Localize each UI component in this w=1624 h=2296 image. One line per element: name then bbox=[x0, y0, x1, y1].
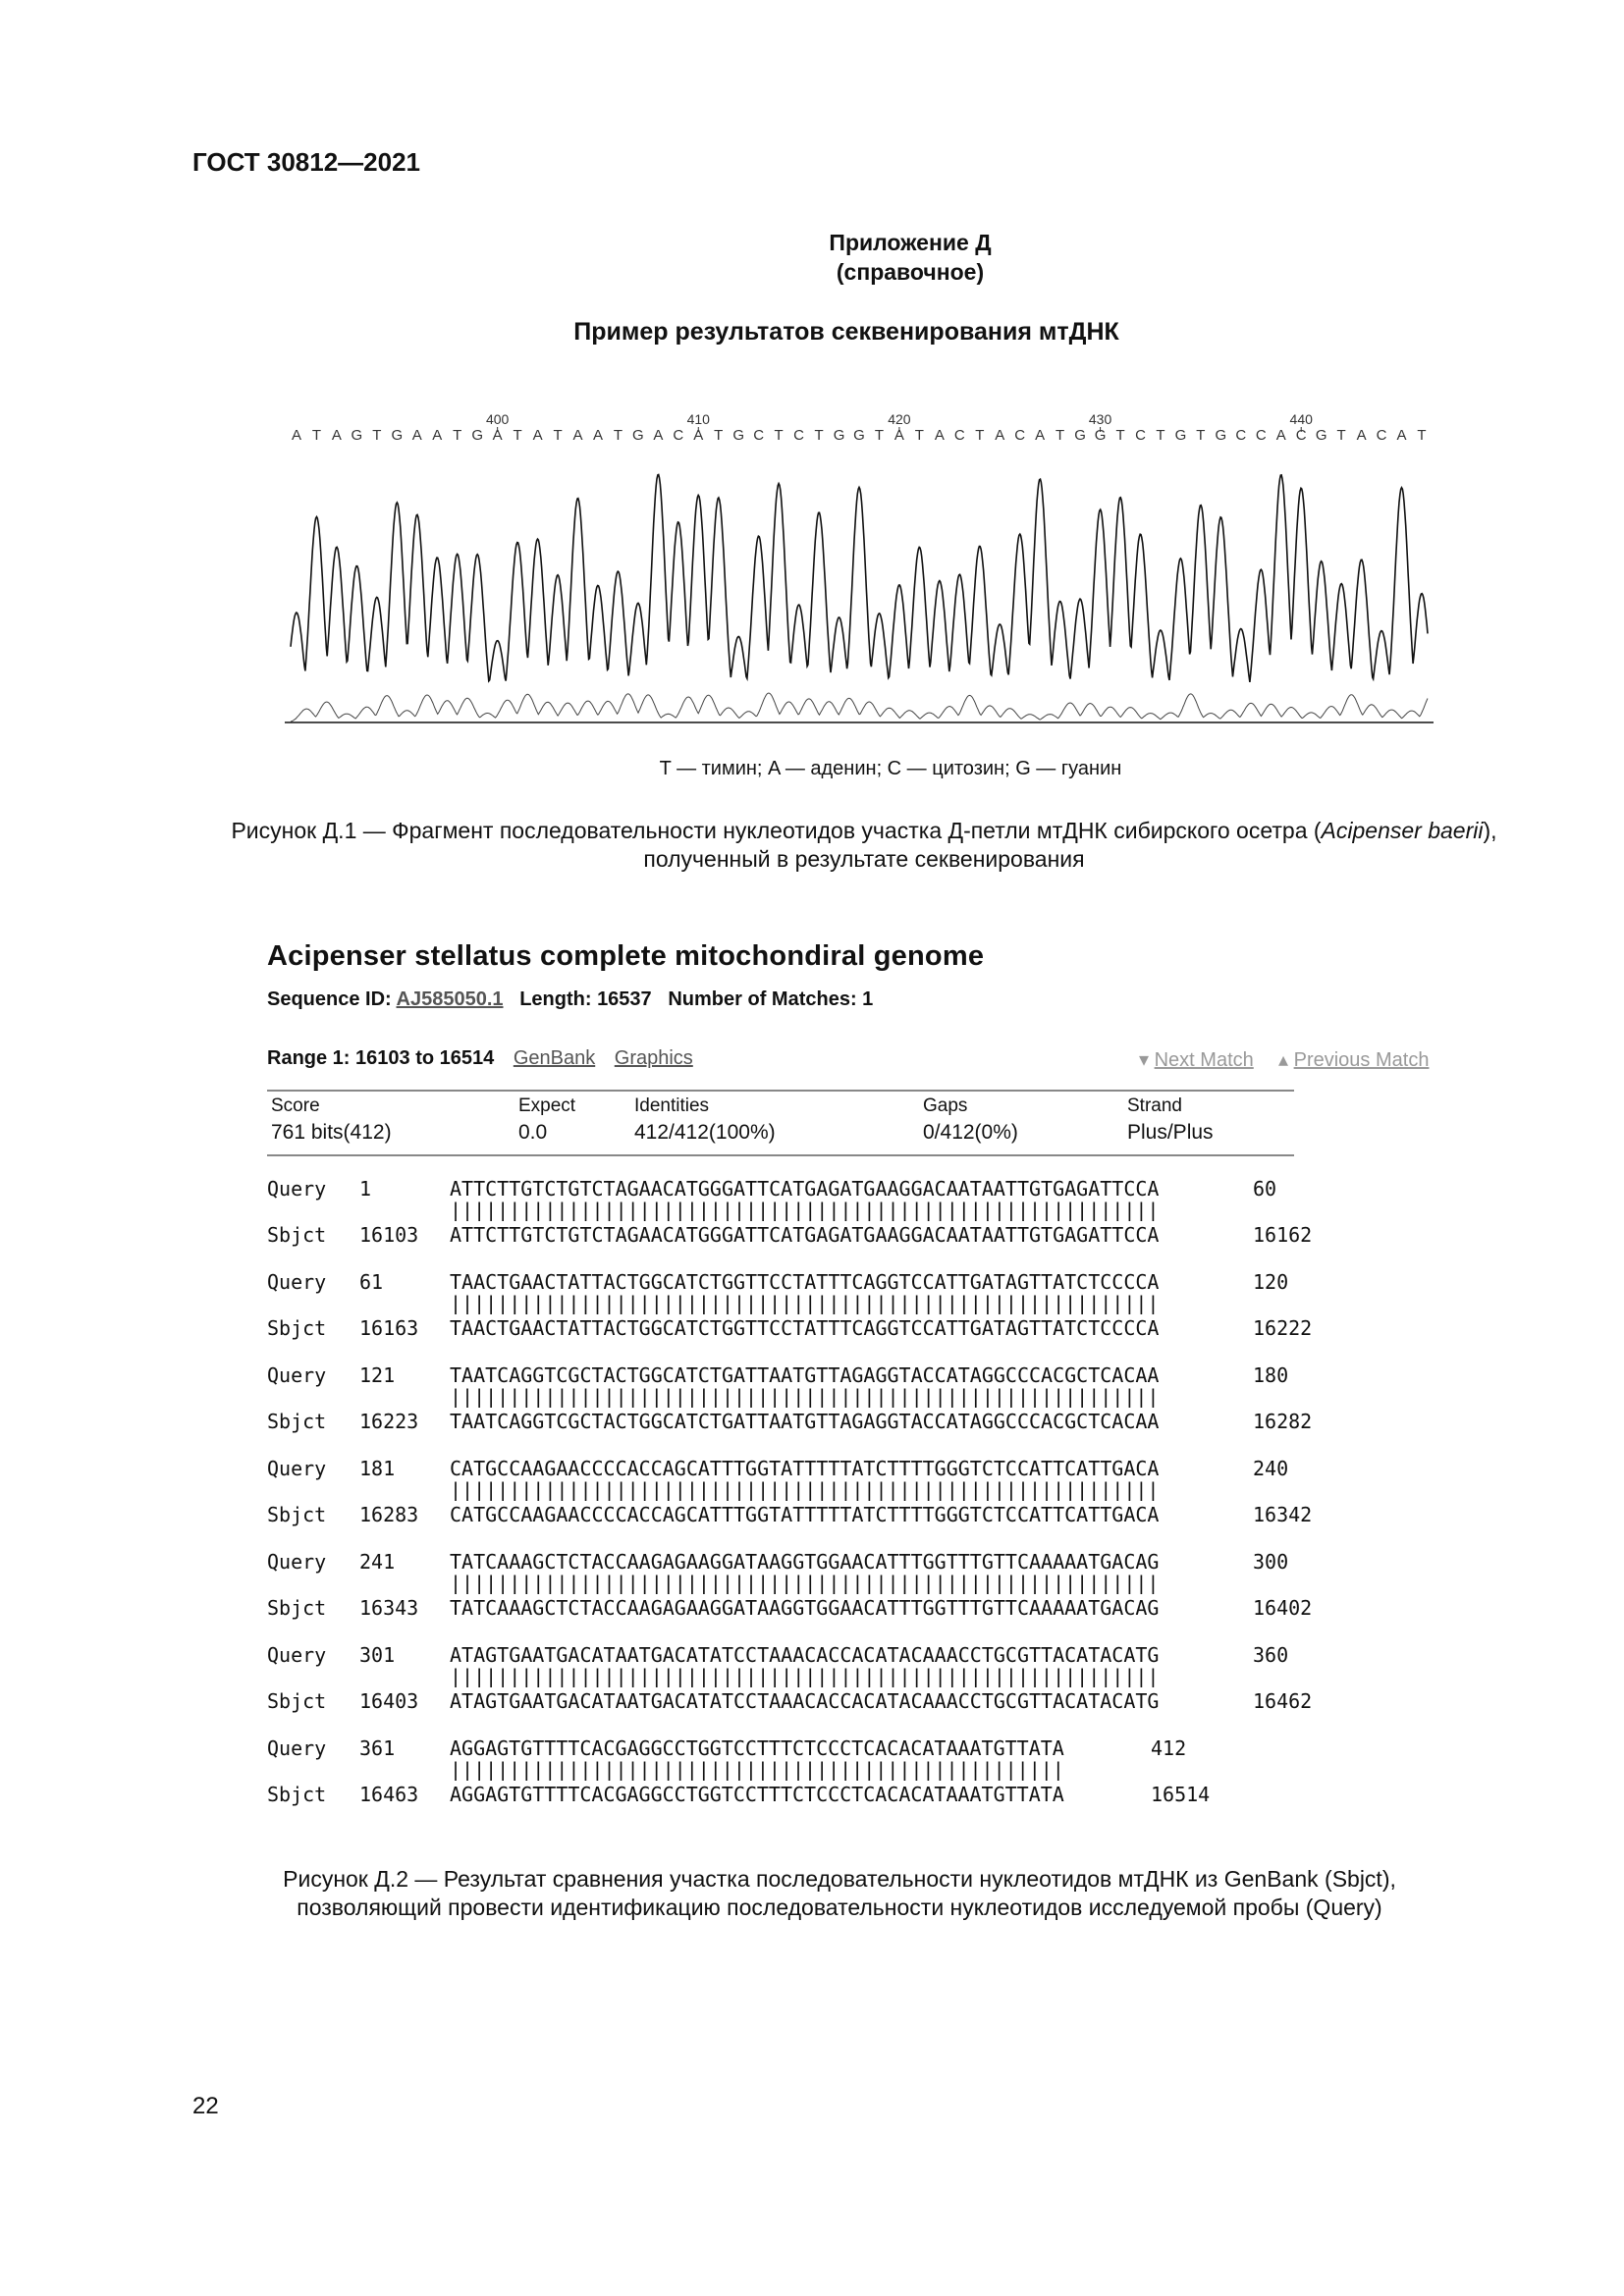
appendix-heading bbox=[0, 228, 1624, 287]
range-label: Range 1: 16103 to 16514 bbox=[267, 1047, 495, 1069]
sbjct-end: 16402 bbox=[1253, 1596, 1313, 1620]
sbjct-label: Sbjct bbox=[267, 1503, 327, 1526]
trace-primary bbox=[291, 475, 1428, 682]
base-letter: T bbox=[1156, 427, 1165, 444]
query-sequence: ATAGTGAATGACATAATGACATATCCTAAACACCACATACAAACCTGCGTTACATACATG bbox=[450, 1644, 1160, 1666]
sbjct-sequence: TAACTGAACTATTACTGGCATCTGGTTCCTATTTCAGGTCCATTGATAGTTATCTCCCCA bbox=[450, 1317, 1160, 1339]
sbjct-label: Sbjct bbox=[267, 1689, 327, 1713]
query-label: Query bbox=[267, 1550, 327, 1574]
base-letter: G bbox=[1174, 427, 1187, 444]
next-match-arrow-icon: ▾ bbox=[1139, 1049, 1150, 1071]
sbjct-sequence: CATGCCAAGAACCCCACCAGCATTTGGTATTTTTATCTTTTGGGTCTCCATTCATTGACA bbox=[450, 1504, 1160, 1525]
figure-2-caption bbox=[196, 1865, 1483, 1922]
base-letter: A bbox=[893, 427, 904, 444]
sbjct-end: 16282 bbox=[1253, 1410, 1313, 1433]
base-letter: A bbox=[653, 427, 664, 444]
match-bars: |||||||||||||||||||||||||||||||||||||||||||||||||||||||||||| bbox=[450, 1386, 1160, 1408]
next-match-nav[interactable] bbox=[1139, 1047, 1254, 1072]
base-letter: T bbox=[914, 427, 924, 444]
query-sequence: TAACTGAACTATTACTGGCATCTGGTTCCTATTTCAGGTCCATTGATAGTTATCTCCCCA bbox=[450, 1271, 1160, 1293]
match-bars: |||||||||||||||||||||||||||||||||||||||||||||||||||||||||||| bbox=[450, 1573, 1160, 1594]
base-letter: T bbox=[311, 427, 322, 444]
query-end: 120 bbox=[1253, 1270, 1289, 1294]
sbjct-end: 16222 bbox=[1253, 1316, 1313, 1340]
query-start: 121 bbox=[359, 1363, 396, 1387]
base-letter: A bbox=[572, 427, 583, 444]
query-sequence: ATTCTTGTCTGTCTAGAACATGGGATTCATGAGATGAAGGACAATAATTGTGAGATTCCA bbox=[450, 1178, 1160, 1200]
sbjct-start: 16343 bbox=[359, 1596, 419, 1620]
sbjct-label: Sbjct bbox=[267, 1783, 327, 1806]
next-match-link[interactable]: Next Match bbox=[1154, 1049, 1254, 1071]
matches-label: Number of Matches: bbox=[668, 988, 857, 1010]
base-letter: G bbox=[471, 427, 484, 444]
base-letter: C bbox=[673, 427, 684, 444]
base-letter: T bbox=[714, 427, 724, 444]
sbjct-sequence: ATTCTTGTCTGTCTAGAACATGGGATTCATGAGATGAAGGACAATAATTGTGAGATTCCA bbox=[450, 1224, 1160, 1246]
base-letter: C bbox=[793, 427, 805, 444]
base-letter: A bbox=[592, 427, 603, 444]
base-letter: A bbox=[492, 427, 503, 444]
base-letter: T bbox=[372, 427, 382, 444]
base-letter: C bbox=[1235, 427, 1247, 444]
query-label: Query bbox=[267, 1736, 327, 1760]
query-start: 61 bbox=[359, 1270, 384, 1294]
base-letter: A bbox=[411, 427, 422, 444]
base-letter: A bbox=[291, 427, 302, 444]
seq-id-label: Sequence ID: bbox=[267, 988, 392, 1010]
nucleotide-legend: T — тимин; A — аденин; C — цитозин; G — гуанин bbox=[659, 758, 1122, 779]
query-end: 360 bbox=[1253, 1643, 1289, 1667]
stats-bottom-rule bbox=[267, 1154, 1294, 1156]
query-end: 412 bbox=[1151, 1736, 1187, 1760]
base-letter: T bbox=[1196, 427, 1206, 444]
previous-match-arrow-icon: ▴ bbox=[1278, 1049, 1289, 1071]
genbank-link[interactable]: GenBank bbox=[513, 1047, 596, 1069]
sbjct-end: 16342 bbox=[1253, 1503, 1313, 1526]
base-letter: G bbox=[1215, 427, 1227, 444]
query-end: 60 bbox=[1253, 1177, 1277, 1201]
base-letter: G bbox=[1315, 427, 1327, 444]
position-label: 430 bbox=[1088, 411, 1112, 427]
query-sequence: TAATCAGGTCGCTACTGGCATCTGATTAATGTTAGAGGTACCATAGGCCCACGCTCACAA bbox=[450, 1364, 1160, 1386]
base-letter: T bbox=[874, 427, 885, 444]
sbjct-sequence: TAATCAGGTCGCTACTGGCATCTGATTAATGTTAGAGGTACCATAGGCCCACGCTCACAA bbox=[450, 1411, 1160, 1432]
stat-value-identities: 412/412(100%) bbox=[634, 1121, 776, 1144]
graphics-link[interactable]: Graphics bbox=[614, 1047, 693, 1069]
match-bars: |||||||||||||||||||||||||||||||||||||||||||||||||||||||||||| bbox=[450, 1479, 1160, 1501]
base-letter: A bbox=[432, 427, 443, 444]
base-letter: C bbox=[753, 427, 765, 444]
base-letter: A bbox=[693, 427, 704, 444]
stat-value-score: 761 bits(412) bbox=[271, 1121, 392, 1144]
sbjct-sequence: AGGAGTGTTTTCACGAGGCCTGGTCCTTTCTCCCTCACACATAAATGTTATA bbox=[450, 1784, 1064, 1805]
query-label: Query bbox=[267, 1270, 327, 1294]
base-letter: T bbox=[1417, 427, 1427, 444]
document-id: ГОСТ 30812—2021 bbox=[192, 147, 420, 177]
species-name: Acipenser baerii bbox=[1321, 818, 1484, 843]
base-letter: C bbox=[1135, 427, 1146, 444]
chromatogram bbox=[285, 402, 1434, 736]
previous-match-nav[interactable] bbox=[1278, 1047, 1429, 1072]
length-label: Length: bbox=[519, 988, 592, 1010]
sbjct-label: Sbjct bbox=[267, 1316, 327, 1340]
base-letter: C bbox=[953, 427, 965, 444]
position-label: 410 bbox=[686, 411, 710, 427]
sbjct-start: 16163 bbox=[359, 1316, 419, 1340]
base-letter: G bbox=[391, 427, 404, 444]
sbjct-end: 16162 bbox=[1253, 1223, 1313, 1247]
query-sequence: TATCAAAGCTCTACCAAGAGAAGGATAAGGTGGAACATTTGGTTTGTTCAAAAATGACAG bbox=[450, 1551, 1160, 1573]
base-letter: A bbox=[995, 427, 1005, 444]
base-letter: T bbox=[1056, 427, 1065, 444]
base-letter: C bbox=[1295, 427, 1307, 444]
stat-header-strand: Strand bbox=[1127, 1095, 1182, 1116]
base-letter: T bbox=[1336, 427, 1346, 444]
sbjct-label: Sbjct bbox=[267, 1223, 327, 1247]
length-value: 16537 bbox=[597, 988, 652, 1010]
base-letter: A bbox=[1356, 427, 1367, 444]
position-label: 400 bbox=[485, 411, 510, 427]
query-start: 241 bbox=[359, 1550, 396, 1574]
stat-header-identities: Identities bbox=[634, 1095, 710, 1116]
base-letter: T bbox=[814, 427, 824, 444]
stat-header-score: Score bbox=[271, 1095, 320, 1116]
stats-top-rule bbox=[267, 1090, 1294, 1092]
query-label: Query bbox=[267, 1363, 327, 1387]
query-end: 180 bbox=[1253, 1363, 1289, 1387]
base-letter: G bbox=[1074, 427, 1086, 444]
sbjct-start: 16283 bbox=[359, 1503, 419, 1526]
base-letter: A bbox=[532, 427, 543, 444]
query-end: 240 bbox=[1253, 1457, 1289, 1480]
base-letter: G bbox=[1094, 427, 1107, 444]
query-start: 361 bbox=[359, 1736, 396, 1760]
query-sequence: CATGCCAAGAACCCCACCAGCATTTGGTATTTTTATCTTTTGGGTCTCCATTCATTGACA bbox=[450, 1458, 1160, 1479]
base-letter: G bbox=[632, 427, 644, 444]
figure-2-caption-line-1: Рисунок Д.2 — Результат сравнения участка последовательности нуклеотидов мтДНК из GenBank (Sbjct), bbox=[283, 1866, 1396, 1892]
matches-value: 1 bbox=[862, 988, 874, 1010]
match-bars: |||||||||||||||||||||||||||||||||||||||||||||||||||||||||||| bbox=[450, 1200, 1160, 1221]
base-letter: T bbox=[453, 427, 462, 444]
query-label: Query bbox=[267, 1177, 327, 1201]
query-label: Query bbox=[267, 1457, 327, 1480]
figure-1-caption-prefix: Рисунок Д.1 — Фрагмент последовательности нуклеотидов участка Д-петли мтДНК сибирского осетра ( bbox=[231, 818, 1322, 843]
trace-secondary bbox=[291, 693, 1428, 721]
stat-header-gaps: Gaps bbox=[923, 1095, 968, 1116]
query-start: 1 bbox=[359, 1177, 372, 1201]
sbjct-end: 16462 bbox=[1253, 1689, 1313, 1713]
sbjct-start: 16223 bbox=[359, 1410, 419, 1433]
sbjct-sequence: ATAGTGAATGACATAATGACATATCCTAAACACCACATACAAACCTGCGTTACATACATG bbox=[450, 1690, 1160, 1712]
base-letter: A bbox=[1035, 427, 1046, 444]
sbjct-start: 16463 bbox=[359, 1783, 419, 1806]
blast-title: Acipenser stellatus complete mitochondiral genome bbox=[267, 940, 985, 972]
stat-value-strand: Plus/Plus bbox=[1127, 1121, 1214, 1144]
seq-id-link[interactable]: AJ585050.1 bbox=[396, 988, 504, 1010]
base-letter: A bbox=[1275, 427, 1286, 444]
query-end: 300 bbox=[1253, 1550, 1289, 1574]
figure-2-caption-line-2: позволяющий провести идентификацию последовательности нуклеотидов исследуемой пробы (Query) bbox=[297, 1895, 1382, 1920]
base-letter: C bbox=[1255, 427, 1267, 444]
figure-1-caption bbox=[196, 817, 1532, 874]
position-label: 440 bbox=[1289, 411, 1313, 427]
base-letter: T bbox=[613, 427, 623, 444]
stat-value-expect: 0.0 bbox=[518, 1121, 548, 1144]
base-letter: T bbox=[774, 427, 784, 444]
base-letter: T bbox=[975, 427, 985, 444]
base-letter: A bbox=[331, 427, 342, 444]
sequence-info bbox=[267, 988, 873, 1011]
base-letter: C bbox=[1014, 427, 1026, 444]
position-label: 420 bbox=[888, 411, 911, 427]
figure-1-caption-suffix: ), полученный в результате секвенирования bbox=[643, 818, 1497, 872]
base-letter: G bbox=[732, 427, 745, 444]
base-letter: G bbox=[833, 427, 845, 444]
sbjct-start: 16403 bbox=[359, 1689, 419, 1713]
sbjct-start: 16103 bbox=[359, 1223, 419, 1247]
page-number: 22 bbox=[192, 2093, 219, 2119]
appendix-title: Приложение Д bbox=[829, 230, 992, 255]
match-bars: |||||||||||||||||||||||||||||||||||||||||||||||||||||||||||| bbox=[450, 1666, 1160, 1687]
base-letter: T bbox=[513, 427, 522, 444]
page-title: Пример результатов секвенирования мтДНК bbox=[573, 318, 1119, 346]
stat-header-expect: Expect bbox=[518, 1095, 576, 1116]
base-letter: G bbox=[853, 427, 865, 444]
base-letter: T bbox=[1115, 427, 1125, 444]
sbjct-sequence: TATCAAAGCTCTACCAAGAGAAGGATAAGGTGGAACATTTGGTTTGTTCAAAAATGACAG bbox=[450, 1597, 1160, 1619]
stat-value-gaps: 0/412(0%) bbox=[923, 1121, 1018, 1144]
previous-match-link[interactable]: Previous Match bbox=[1293, 1049, 1430, 1071]
query-start: 181 bbox=[359, 1457, 396, 1480]
base-letter: C bbox=[1376, 427, 1387, 444]
sbjct-end: 16514 bbox=[1151, 1783, 1211, 1806]
range-line bbox=[267, 1047, 693, 1070]
sbjct-label: Sbjct bbox=[267, 1410, 327, 1433]
base-letter: A bbox=[1396, 427, 1407, 444]
query-start: 301 bbox=[359, 1643, 396, 1667]
match-bars: |||||||||||||||||||||||||||||||||||||||||||||||||||||||||||| bbox=[450, 1293, 1160, 1314]
base-letter: G bbox=[351, 427, 363, 444]
sbjct-label: Sbjct bbox=[267, 1596, 327, 1620]
match-bars: |||||||||||||||||||||||||||||||||||||||||||||||||||| bbox=[450, 1759, 1064, 1781]
query-sequence: AGGAGTGTTTTCACGAGGCCTGGTCCTTTCTCCCTCACACATAAATGTTATA bbox=[450, 1737, 1064, 1759]
query-label: Query bbox=[267, 1643, 327, 1667]
base-letter: T bbox=[553, 427, 563, 444]
appendix-note: (справочное) bbox=[836, 259, 985, 285]
base-letter: A bbox=[934, 427, 945, 444]
